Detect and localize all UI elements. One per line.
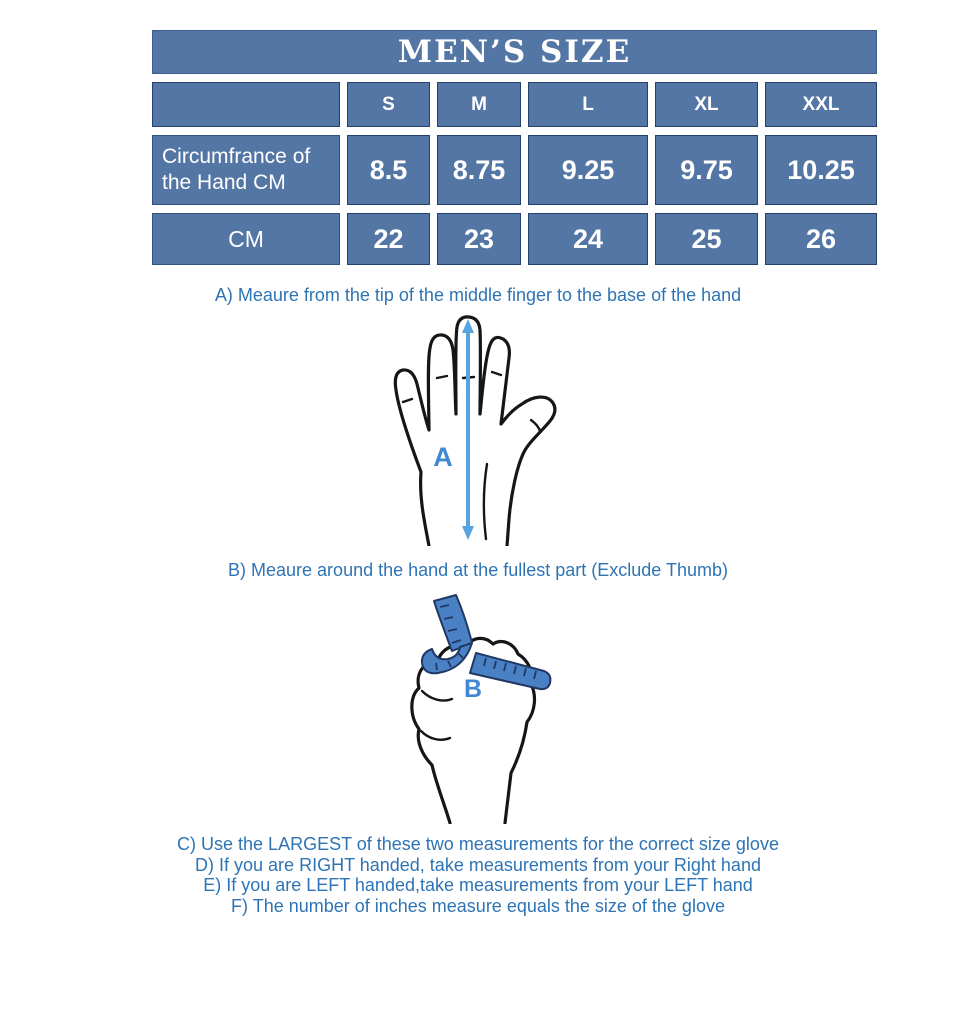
instruction-b: B) Meaure around the hand at the fullest part (Exclude Thumb) xyxy=(228,560,728,580)
fist-with-tape-illustration xyxy=(398,591,558,824)
row-label-circumference: Circumfrance of the Hand CM xyxy=(152,135,340,205)
open-hand-illustration xyxy=(383,314,573,546)
size-header-xl: XL xyxy=(655,82,758,127)
instruction-f: F) The number of inches measure equals the size of the glove xyxy=(231,895,725,916)
cm-value-l: 24 xyxy=(528,213,648,265)
instructions-c-to-f xyxy=(0,834,956,916)
instruction-e: E) If you are LEFT handed,take measurements from your LEFT hand xyxy=(203,875,753,895)
mens-size-table xyxy=(152,30,877,265)
instruction-d: D) If you are RIGHT handed, take measurements from your Right hand xyxy=(195,854,761,875)
circumference-value-m: 8.75 xyxy=(437,135,521,205)
size-header-xxl: XXL xyxy=(765,82,877,127)
row-label-cm: CM xyxy=(152,213,340,265)
instruction-c: C) Use the LARGEST of these two measurements for the correct size glove xyxy=(177,834,779,854)
circumference-value-xxl: 10.25 xyxy=(765,135,877,205)
size-header-m: M xyxy=(437,82,521,127)
cm-value-xl: 25 xyxy=(655,213,758,265)
circumference-value-s: 8.5 xyxy=(347,135,430,205)
cm-value-m: 23 xyxy=(437,213,521,265)
hand-outline xyxy=(395,317,555,546)
circumference-value-l: 9.25 xyxy=(528,135,648,205)
circumference-value-xl: 9.75 xyxy=(655,135,758,205)
table-title: MEN’S SIZE xyxy=(152,30,877,74)
marker-b-label: B xyxy=(463,675,483,703)
cm-value-xxl: 26 xyxy=(765,213,877,265)
size-header-l: L xyxy=(528,82,648,127)
size-header-s: S xyxy=(347,82,430,127)
marker-a-label: A xyxy=(433,442,453,472)
cm-value-s: 22 xyxy=(347,213,430,265)
instruction-a: A) Meaure from the tip of the middle finger to the base of the hand xyxy=(214,285,742,305)
corner-cell xyxy=(152,82,340,127)
